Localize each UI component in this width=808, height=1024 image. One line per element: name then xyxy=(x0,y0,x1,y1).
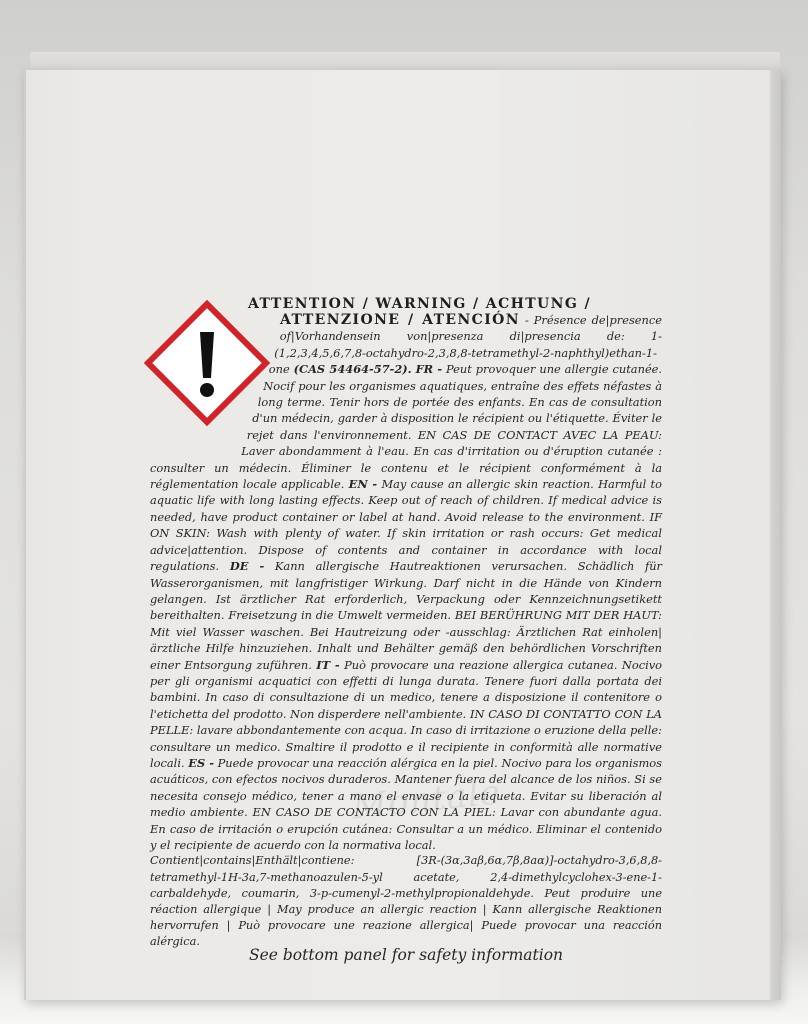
lang-label-fr: FR - xyxy=(415,362,443,377)
warning-heading-line2: ATTENZIONE / ATENCIÓN xyxy=(280,312,520,328)
text-fr: Peut provoquer une allergie cutanée. Nocif pour les organismes aquatiques, entraîne des effets néfastes à long terme. Tenir hors de portée des enfants. En cas de consultation d'un médecin, garder à disposition le récipient ou l'étiquette. Éviter le rejet dans l'environnement. EN CAS DE CONTACT AVEC LA PEAU: Laver abondamment à l'eau. En cas d'irritation ou d'éruption cutanée : consulter un médecin. Éliminer le contenu et le récipient conformément à la réglementation locale applicable. xyxy=(150,362,663,492)
lang-label-de: DE - xyxy=(229,559,265,574)
lang-label-it: IT - xyxy=(316,657,340,672)
text-it: Può provocare una reazione allergica cutanea. Nocivo per gli organismi acquatici con effetti di lunga durata. Tenere fuori dalla portata dei bambini. In caso di consultazione di un medico, tenere a disposizione il contenitore o l'etichetta del prodotto. Non disperdere nell'ambiente. IN CASO DI CONTATTO CON LA PELLE: lavare abbondantemente con acqua. In caso di irritazione o eruzione della pelle: consultare un medico. Smaltire il prodotto e il recipiente in conformità alle normative locali. xyxy=(150,657,663,770)
text-es: Puede provocar una reacción alérgica en la piel. Nocivo para los organismos acuáticos, con efectos nocivos duraderos. Mantener fuera del alcance de los niños. Si se necesita consejo médico, tener a mano el envase o la etiqueta. Evitar su liberación al medio ambiente. EN CASO DE CONTACTO CON LA PIEL: Lavar con abundante agua. En caso de irritación o erupción cutánea: Consultar a un médico. Eliminar el contenido y el recipiente de acuerdo con la normativa local. xyxy=(150,755,663,852)
safety-warning-panel xyxy=(150,296,662,951)
warning-heading-line1: ATTENTION / WARNING / ACHTUNG / xyxy=(248,296,592,312)
lang-label-en: EN - xyxy=(348,477,378,492)
composition-text: Contient|contains|Enthält|contiene: [3R-(3α,3aβ,6α,7β,8aα)]-octahydro-3,6,8,8-tetramethyl-1H-3a,7-methanoazulen-5-yl acetate, 2,4-dimethylcyclohex-3-ene-1-carbaldehyde, coumarin, 3-p-cumenyl-2-methylpropionaldehyde. Peut produire une réaction allergique | May produce an allergic reaction | Kann allergische Reaktionen hervorrufen | Può provocare une reazione allergica| Puede provocar una reacción alérgica. xyxy=(150,854,662,949)
footer-safety-note: See bottom panel for safety information xyxy=(248,946,564,964)
embossed-watermark: Montale xyxy=(350,772,503,828)
box-side-edge xyxy=(770,70,780,1000)
text-en: May cause an allergic skin reaction. Harmful to aquatic life with long lasting effects. Keep out of reach of children. If medical advice is needed, have product container or label at hand. Avoid release to the environment. IF ON SKIN: Wash with plenty of water. If skin irritation or rash occurs: Get medical advice|attention. Dispose of contents and container in accordance with local regulations. xyxy=(150,477,662,574)
presence-text: - Présence de|presence of|Vorhandensein von|presenza di|presencia de: 1-(1,2,3,4,5,6,7,8-octahydro-2,3,8,8-tetramethyl-2-naphthyl)ethan-1-one xyxy=(268,313,663,377)
ghs-exclamation-mark-icon xyxy=(142,298,272,428)
text-de: Kann allergische Hautreaktionen verursachen. Schädlich für Wasserorganismen, mit langfristiger Wirkung. Darf nicht in die Hände von Kindern gelangen. Ist ärztlicher Rat erforderlich, Verpackung oder Kennzeichnungsetikett bereithalten. Freisetzung in die Umwelt vermeiden. BEI BERÜHRUNG MIT DER HAUT: Mit viel Wasser waschen. Bei Hautreizung oder -ausschlag: Ärztlichen Rat einholen|ärztliche Hilfe hinzuziehen. Inhalt und Behälter gemäß den behördlichen Vorschriften einer Entsorgung zuführen. xyxy=(150,559,662,672)
cas-number: (CAS 54464-57-2). xyxy=(293,362,412,377)
lang-label-es: ES - xyxy=(188,755,214,770)
